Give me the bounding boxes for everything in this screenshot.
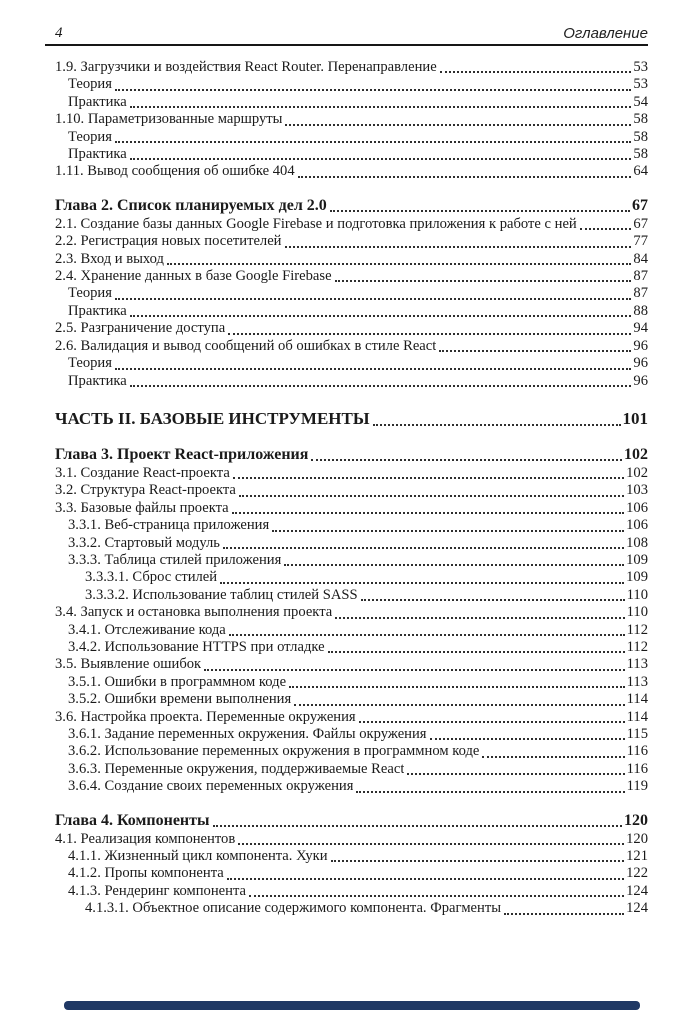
dot-leader — [356, 791, 624, 793]
toc-entry — [55, 129, 648, 146]
toc-entry — [55, 500, 648, 517]
toc-entry-title: 3.5.1. Ошибки в программном коде — [68, 673, 287, 690]
toc-entry-page: 124 — [626, 900, 648, 917]
toc-entry-title: 2.2. Регистрация новых посетителей — [55, 233, 282, 250]
toc-entry-page: 64 — [633, 163, 648, 180]
dot-leader — [294, 704, 624, 706]
toc-entry-title: 4.1. Реализация компонентов — [55, 830, 236, 847]
toc-entry-title: Теория — [68, 285, 112, 302]
toc-entry-page: 58 — [633, 146, 648, 163]
dot-leader — [130, 158, 632, 160]
toc-entry-title: 3.2. Структура React-проекта — [55, 482, 236, 499]
dot-leader — [130, 106, 632, 108]
toc-entry-page: 119 — [626, 778, 648, 795]
toc-entry-page: 58 — [633, 128, 648, 145]
toc-entry — [55, 674, 648, 691]
running-head-title: Оглавление — [563, 25, 648, 42]
toc-entry-page: 96 — [633, 355, 648, 372]
dot-leader — [239, 495, 624, 497]
toc-entry-title: 3.4.1. Отслеживание кода — [68, 621, 226, 638]
dot-leader — [298, 176, 632, 178]
dot-leader — [439, 350, 631, 352]
dot-leader — [223, 547, 624, 549]
dot-leader — [233, 477, 624, 479]
toc-entry-title: 4.1.3. Рендеринг компонента — [68, 882, 246, 899]
toc-entry — [55, 831, 648, 848]
dot-leader — [289, 686, 625, 688]
toc-entry-title: 2.4. Хранение данных в базе Google Firebase — [55, 268, 332, 285]
dot-leader — [580, 228, 632, 230]
toc-entry-title: 2.1. Создание базы данных Google Firebase и подготовка приложения к работе с ней — [55, 215, 577, 232]
toc-entry — [55, 761, 648, 778]
toc-entry-title: ЧАСТЬ II. БАЗОВЫЕ ИНСТРУМЕНТЫ — [55, 408, 370, 428]
dot-leader — [361, 599, 625, 601]
toc-entry-page: 113 — [626, 656, 648, 673]
dot-leader — [115, 368, 631, 370]
dot-leader — [249, 895, 624, 897]
toc-entry-page: 114 — [626, 708, 648, 725]
dot-leader — [504, 913, 624, 915]
toc-entry-page: 103 — [626, 482, 648, 499]
toc-entry — [55, 195, 648, 216]
dot-leader — [115, 141, 631, 143]
toc-entry-title: Теория — [68, 355, 112, 372]
toc-entry-title: 4.1.2. Пропы компонента — [68, 865, 224, 882]
toc-entry — [55, 691, 648, 708]
dot-leader — [238, 843, 624, 845]
toc-entry-page: 109 — [626, 569, 648, 586]
toc-entry — [55, 848, 648, 865]
toc-entry-page: 106 — [626, 499, 648, 516]
toc-entry — [55, 285, 648, 302]
toc-entry-title: 3.6.1. Задание переменных окружения. Файлы окружения — [68, 726, 427, 742]
toc-entry-title: 3.6. Настройка проекта. Переменные окружения — [55, 708, 356, 725]
page-number: 4 — [55, 25, 63, 41]
toc-entry — [55, 251, 648, 268]
toc-entry-page: 88 — [633, 302, 648, 319]
toc-entry-page: 77 — [633, 233, 648, 250]
toc-entry-title: Теория — [68, 76, 112, 93]
dot-leader — [272, 530, 624, 532]
toc-entry-page: 106 — [626, 517, 648, 534]
toc-entry — [55, 94, 648, 111]
toc-entry — [55, 743, 648, 760]
toc-entry-page: 115 — [626, 726, 648, 742]
toc-entry-page: 108 — [626, 534, 648, 551]
dot-leader — [167, 263, 631, 265]
toc-entry-page: 58 — [633, 111, 648, 128]
toc-entry-title: 2.6. Валидация и вывод сообщений об ошибках в стиле React — [55, 337, 437, 354]
dot-leader — [220, 582, 624, 584]
toc-entry — [55, 303, 648, 320]
toc-entry — [55, 268, 648, 285]
toc-entry-title: 2.3. Вход и выход — [55, 250, 164, 267]
toc-entry — [55, 865, 648, 882]
toc-entry-title: 3.5.2. Ошибки времени выполнения — [68, 691, 292, 708]
toc-entry — [55, 622, 648, 639]
toc-entry-page: 67 — [632, 196, 648, 214]
dot-leader — [430, 738, 625, 740]
dot-leader — [335, 280, 632, 282]
dot-leader — [130, 385, 632, 387]
toc-entry-title: 1.10. Параметризованные маршруты — [55, 111, 283, 128]
toc-entry-title: Теория — [68, 128, 112, 145]
toc-entry-page: 112 — [626, 621, 648, 638]
toc-entry — [55, 465, 648, 482]
toc-entry-title: 3.4. Запуск и остановка выполнения проекта — [55, 604, 333, 621]
toc-entry-page: 121 — [626, 848, 648, 865]
dot-leader — [359, 721, 625, 723]
toc-entry — [55, 656, 648, 673]
toc-entry-title: 3.3.3.1. Сброс стилей — [85, 569, 218, 586]
toc-entry-page: 84 — [633, 250, 648, 267]
toc-entry-title: 2.5. Разграничение доступа — [55, 320, 226, 337]
toc-entry — [55, 639, 648, 656]
toc-entry-title: 3.6.2. Использование переменных окружения в программном коде — [68, 743, 480, 760]
toc-entry-page: 53 — [633, 59, 648, 75]
toc-entry — [55, 76, 648, 93]
dot-leader — [228, 333, 631, 335]
toc-entry-page: 116 — [626, 743, 648, 760]
dot-leader — [232, 512, 624, 514]
toc-entry — [55, 552, 648, 569]
toc-entry-title: Практика — [68, 146, 127, 163]
toc-entry-title: 3.6.3. Переменные окружения, поддерживаемые React — [68, 760, 405, 777]
toc-entry — [55, 569, 648, 586]
dot-leader — [285, 246, 632, 248]
toc-entry — [55, 587, 648, 604]
toc-entry-title: 3.6.4. Создание своих переменных окружения — [68, 778, 354, 795]
toc-entry-page: 87 — [633, 268, 648, 285]
toc-entry-title: Глава 3. Проект React-приложения — [55, 445, 309, 463]
toc-entry — [55, 408, 648, 430]
toc-entry — [55, 726, 648, 743]
toc-entry-title: 4.1.3.1. Объектное описание содержимого компонента. Фрагменты — [85, 900, 502, 917]
dot-leader — [213, 825, 623, 827]
toc-entry-page: 124 — [626, 882, 648, 899]
toc-entry-page: 54 — [633, 93, 648, 110]
toc-list — [55, 59, 648, 918]
toc-entry — [55, 709, 648, 726]
toc-entry — [55, 163, 648, 180]
toc-entry-page: 101 — [622, 408, 648, 428]
toc-entry — [55, 373, 648, 390]
toc-entry-page: 102 — [626, 464, 648, 481]
dot-leader — [373, 424, 621, 426]
dot-leader — [204, 669, 624, 671]
toc-entry-page: 120 — [626, 830, 648, 847]
toc-entry-page: 96 — [633, 337, 648, 354]
toc-entry-title: Практика — [68, 302, 127, 319]
dot-leader — [335, 617, 624, 619]
toc-entry-title: 1.9. Загрузчики и воздействия React Router. Перенаправление — [55, 59, 437, 75]
dot-leader — [284, 564, 624, 566]
toc-entry — [55, 482, 648, 499]
toc-entry-title: Глава 4. Компоненты — [55, 811, 210, 829]
toc-entry — [55, 355, 648, 372]
dot-leader — [328, 651, 625, 653]
toc-entry-page: 120 — [624, 811, 648, 829]
toc-entry — [55, 320, 648, 337]
toc-entry-title: 3.3.3.2. Использование таблиц стилей SASS — [85, 586, 358, 603]
toc-entry-title: 3.5. Выявление ошибок — [55, 656, 202, 673]
toc-entry-title: Практика — [68, 372, 127, 389]
toc-entry-title: 3.3.1. Веб-страница приложения — [68, 517, 270, 534]
toc-entry-title: 3.3. Базовые файлы проекта — [55, 499, 229, 516]
dot-leader — [482, 756, 624, 758]
toc-entry-title: 3.4.2. Использование HTTPS при отладке — [68, 638, 325, 655]
toc-entry-page: 122 — [626, 865, 648, 882]
toc-entry-page: 102 — [624, 445, 648, 463]
toc-entry-title: 4.1.1. Жизненный цикл компонента. Хуки — [68, 848, 328, 865]
dot-leader — [440, 71, 632, 73]
toc-entry — [55, 146, 648, 163]
toc-entry-title: Глава 2. Список планируемых дел 2.0 — [55, 196, 327, 214]
dot-leader — [115, 298, 631, 300]
toc-entry-title: 3.1. Создание React-проекта — [55, 464, 230, 481]
toc-entry-page: 113 — [626, 673, 648, 690]
toc-entry-page: 96 — [633, 372, 648, 389]
dot-leader — [330, 210, 630, 212]
dot-leader — [285, 124, 631, 126]
toc-entry-page: 116 — [626, 760, 648, 777]
toc-entry-title: 1.11. Вывод сообщения об ошибке 404 — [55, 163, 295, 180]
toc-entry — [55, 535, 648, 552]
toc-entry-page: 110 — [626, 586, 648, 603]
toc-entry — [55, 778, 648, 795]
dot-leader — [130, 315, 632, 317]
toc-entry-page: 110 — [626, 604, 648, 621]
toc-entry — [55, 216, 648, 233]
toc-entry — [55, 59, 648, 76]
toc-entry — [55, 517, 648, 534]
dot-leader — [229, 634, 625, 636]
dot-leader — [227, 878, 624, 880]
toc-entry-title: 3.3.3. Таблица стилей приложения — [68, 551, 282, 568]
horizontal-scrollbar-thumb[interactable] — [64, 1001, 640, 1010]
toc-entry-page: 87 — [633, 285, 648, 302]
toc-entry — [55, 604, 648, 621]
running-head — [45, 26, 648, 46]
dot-leader — [115, 89, 631, 91]
dot-leader — [407, 773, 624, 775]
dot-leader — [331, 860, 625, 862]
toc-entry-page: 53 — [633, 76, 648, 93]
toc-entry — [55, 883, 648, 900]
toc-entry — [55, 338, 648, 355]
toc-entry — [55, 111, 648, 128]
toc-entry — [55, 233, 648, 250]
toc-entry — [55, 444, 648, 465]
toc-entry-page: 112 — [626, 638, 648, 655]
toc-entry-page: 109 — [626, 551, 648, 568]
toc-entry-page: 114 — [626, 691, 648, 708]
toc-entry-page: 94 — [633, 320, 648, 337]
toc-entry — [55, 810, 648, 831]
dot-leader — [311, 459, 622, 461]
toc-entry-title: 3.3.2. Стартовый модуль — [68, 534, 220, 551]
toc-entry-page: 67 — [633, 215, 648, 232]
toc-entry — [55, 900, 648, 917]
toc-entry-title: Практика — [68, 93, 127, 110]
